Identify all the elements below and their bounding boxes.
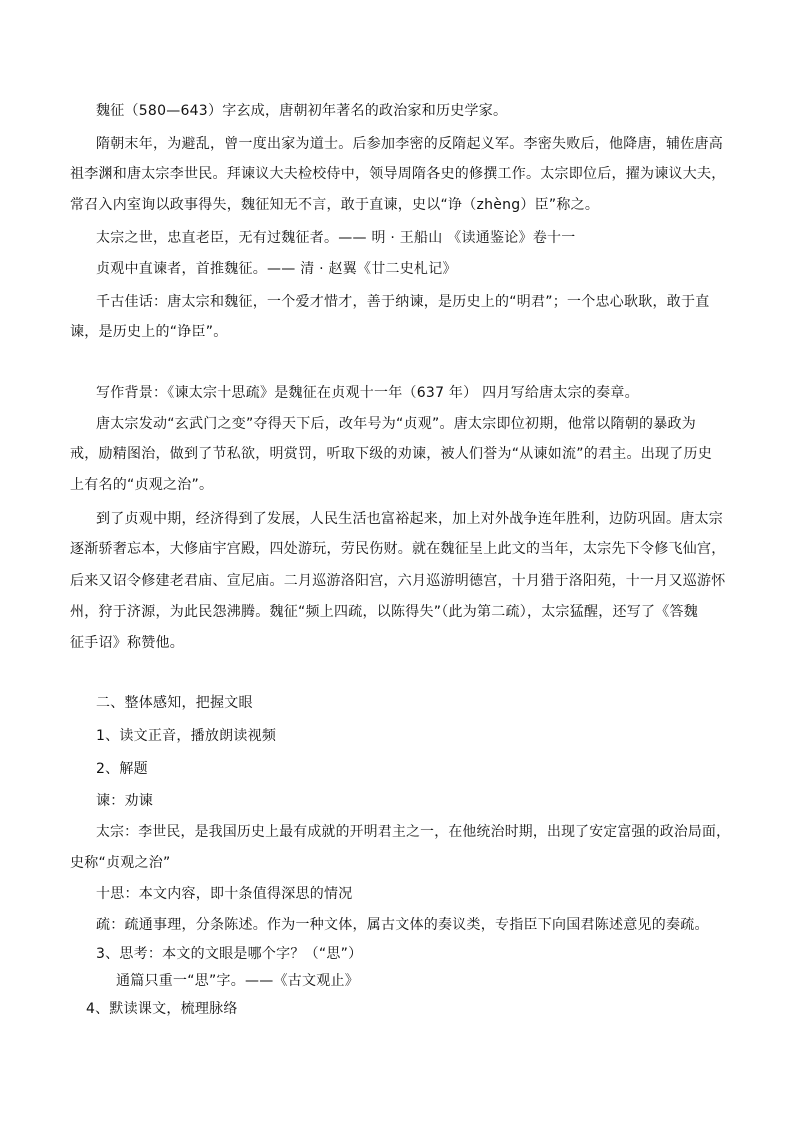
step-2: 2、解题 <box>96 761 148 777</box>
step-4: 4、默读课文，梳理脉络 <box>86 1001 238 1017</box>
story-line-1: 千古佳话：唐太宗和魏征，一个爱才惜才，善于纳谏，是历史上的“明君”；一个忠心耿耿，敢于直 <box>96 294 710 310</box>
term-taizong-2: 史称“贞观之治” <box>70 855 171 871</box>
section-heading: 二、整体感知，把握文眼 <box>96 695 253 711</box>
term-shisi: 十思：本文内容，即十条值得深思的情况 <box>96 886 353 902</box>
bg-para1-line-2: 戒，励精图治，做到了节私欲，明赏罚，听取下级的劝谏，被人们誉为“从谏如流”的君主。出现了历史 <box>70 446 713 462</box>
intro-line: 魏征（580—643）字玄成，唐朝初年著名的政治家和历史学家。 <box>96 103 508 119</box>
bg-para2-line-5: 征手诏》称赞他。 <box>70 635 184 651</box>
quote-line-1: 太宗之世，忠直老臣，无有过魏征者。—— 明 · 王船山 《读通鉴论》卷十一 <box>96 230 576 246</box>
term-jian: 谏：劝谏 <box>96 793 153 809</box>
bio-line-1: 隋朝末年，为避乱，曾一度出家为道士。后参加李密的反隋起义军。李密失败后，他降唐，辅佐唐高 <box>96 136 723 152</box>
bg-para1-line-3: 上有名的“贞观之治”。 <box>70 477 214 493</box>
bio-line-3: 常召入内室询以政事得失，魏征知无不言，敢于直谏，史以“诤（zhèng）臣”称之。 <box>70 197 600 213</box>
bg-para2-line-3: 后来又诏令修建老君庙、宣尼庙。二月巡游洛阳宫，六月巡游明德宫，十月猎于洛阳苑，十一月又巡游怀 <box>70 573 726 589</box>
step-1: 1、读文正音，播放朗读视频 <box>96 728 277 744</box>
bg-para1-line-1: 唐太宗发动“玄武门之变”夺得天下后，改年号为“贞观”。唐太宗即位初期，他常以隋朝的暴政为 <box>96 416 697 432</box>
bio-line-2: 祖李渊和唐太宗李世民。拜谏议大夫检校侍中，领导周隋各史的修撰工作。太宗即位后，擢为谏议大夫， <box>70 166 726 182</box>
quote-line-2: 贞观中直谏者，首推魏征。—— 清 · 赵翼《廿二史札记》 <box>96 261 457 277</box>
bg-para2-line-4: 州，狩于济源，为此民怨沸腾。魏征“频上四疏，以陈得失”（此为第二疏），太宗猛醒，还写了《答魏 <box>70 604 699 620</box>
term-taizong-1: 太宗：李世民，是我国历史上最有成就的开明君主之一，在他统治时期，出现了安定富强的政治局面， <box>96 824 731 840</box>
story-line-2: 谏，是历史上的“诤臣”。 <box>70 324 228 340</box>
bg-para2-line-2: 逐渐骄奢忘本，大修庙宇宫殿，四处游玩，劳民伤财。就在魏征呈上此文的当年，太宗先下令修飞仙宫， <box>70 541 726 557</box>
step-3: 3、思考：本文的文眼是哪个字？（“思”） <box>96 946 363 962</box>
background-line: 写作背景：《谏太宗十思疏》是魏征在贞观十一年（637 年） 四月写给唐太宗的奏章。 <box>96 385 639 401</box>
term-shu: 疏：疏通事理，分条陈述。作为一种文体，属古文体的奏议类，专指臣下向国君陈述意见的奏疏。 <box>96 917 709 933</box>
guwen-quote: 通篇只重一“思”字。——《古文观止》 <box>116 973 360 989</box>
bg-para2-line-1: 到了贞观中期，经济得到了发展，人民生活也富裕起来，加上对外战争连年胜利，边防巩固。唐太宗 <box>96 511 723 527</box>
